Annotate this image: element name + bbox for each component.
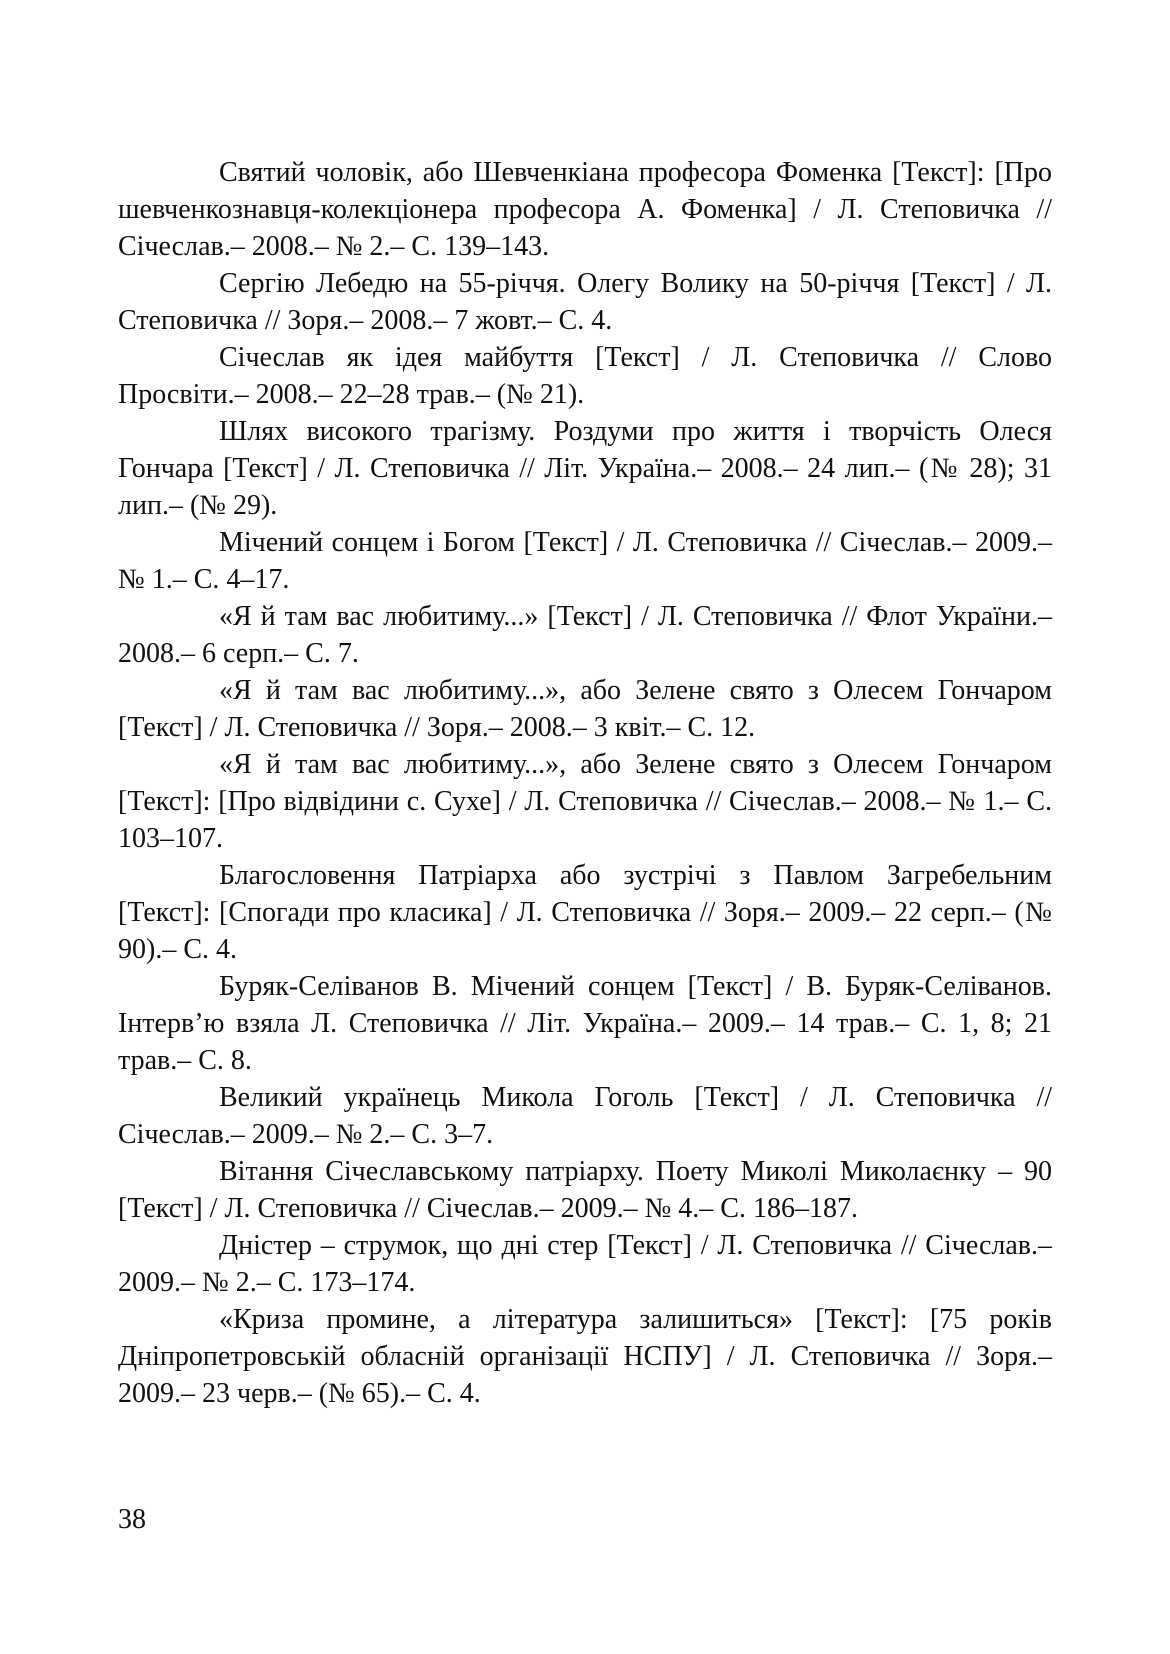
bibliography-entry: Благословення Патріарха або зустрічі з Павлом Загребельним [Текст]: [Спогади про класика] / Л. Степовичка // Зоря.– 2009.– 22 серп.– (№ 90).– С. 4.	[118, 860, 1052, 965]
bibliography-entry: Сергію Лебедю на 55-річчя. Олегу Волику на 50-річчя [Текст] / Л. Степовичка // Зоря.– 2008.– 7 жовт.– С. 4.	[118, 268, 1052, 336]
bibliography-entry: Мічений сонцем і Богом [Текст] / Л. Степовичка // Січеслав.– 2009.– № 1.– С. 4–17.	[118, 527, 1052, 595]
bibliography-entry: Буряк-Селіванов В. Мічений сонцем [Текст] / В. Буряк-Селіванов. Інтерв’ю взяла Л. Степовичка // Літ. Україна.– 2009.– 14 трав.– С. 1, 8; 21 трав.– С. 8.	[118, 971, 1052, 1076]
bibliography-entry: Великий українець Микола Гоголь [Текст] / Л. Степовичка // Січеслав.– 2009.– № 2.– С. 3–7.	[118, 1082, 1052, 1150]
bibliography-entry: Шлях високого трагізму. Роздуми про життя і творчість Олеся Гончара [Текст] / Л. Степовичка // Літ. Україна.– 2008.– 24 лип.– (№ 28); 31 лип.– (№ 29).	[118, 416, 1052, 521]
bibliography-entry: «Я й там вас любитиму...», або Зелене свято з Олесем Гончаром [Текст] / Л. Степовичка // Зоря.– 2008.– 3 квіт.– С. 12.	[118, 675, 1052, 743]
bibliography-entry: «Я й там вас любитиму...» [Текст] / Л. Степовичка // Флот України.– 2008.– 6 серп.– С. 7.	[118, 601, 1052, 669]
bibliography-entry: Січеслав як ідея майбуття [Текст] / Л. Степовичка // Слово Просвіти.– 2008.– 22–28 трав.– (№ 21).	[118, 342, 1052, 410]
bibliography-entry: «Криза промине, а література залишиться» [Текст]: [75 років Дніпропетровській обласній організації НСПУ] / Л. Степовичка // Зоря.– 2009.– 23 черв.– (№ 65).– С. 4.	[118, 1304, 1052, 1409]
bibliography-list	[118, 154, 1052, 1412]
bibliography-entry: «Я й там вас любитиму...», або Зелене свято з Олесем Гончаром [Текст]: [Про відвідини с. Сухе] / Л. Степовичка // Січеслав.– 2008.– № 1.– С. 103–107.	[118, 749, 1052, 854]
bibliography-entry: Дністер – струмок, що дні стер [Текст] / Л. Степовичка // Січеслав.– 2009.– № 2.– С. 173–174.	[118, 1230, 1052, 1298]
bibliography-entry: Святий чоловік, або Шевченкіана професора Фоменка [Текст]: [Про шевченкознавця-колекціонера професора А. Фоменка] / Л. Степовичка // Січеслав.– 2008.– № 2.– С. 139–143.	[118, 157, 1052, 262]
page-number: 38	[118, 1504, 146, 1535]
bibliography-entry: Вітання Січеславському патріарху. Поету Миколі Миколаєнку – 90 [Текст] / Л. Степовичка // Січеслав.– 2009.– № 4.– С. 186–187.	[118, 1156, 1052, 1224]
